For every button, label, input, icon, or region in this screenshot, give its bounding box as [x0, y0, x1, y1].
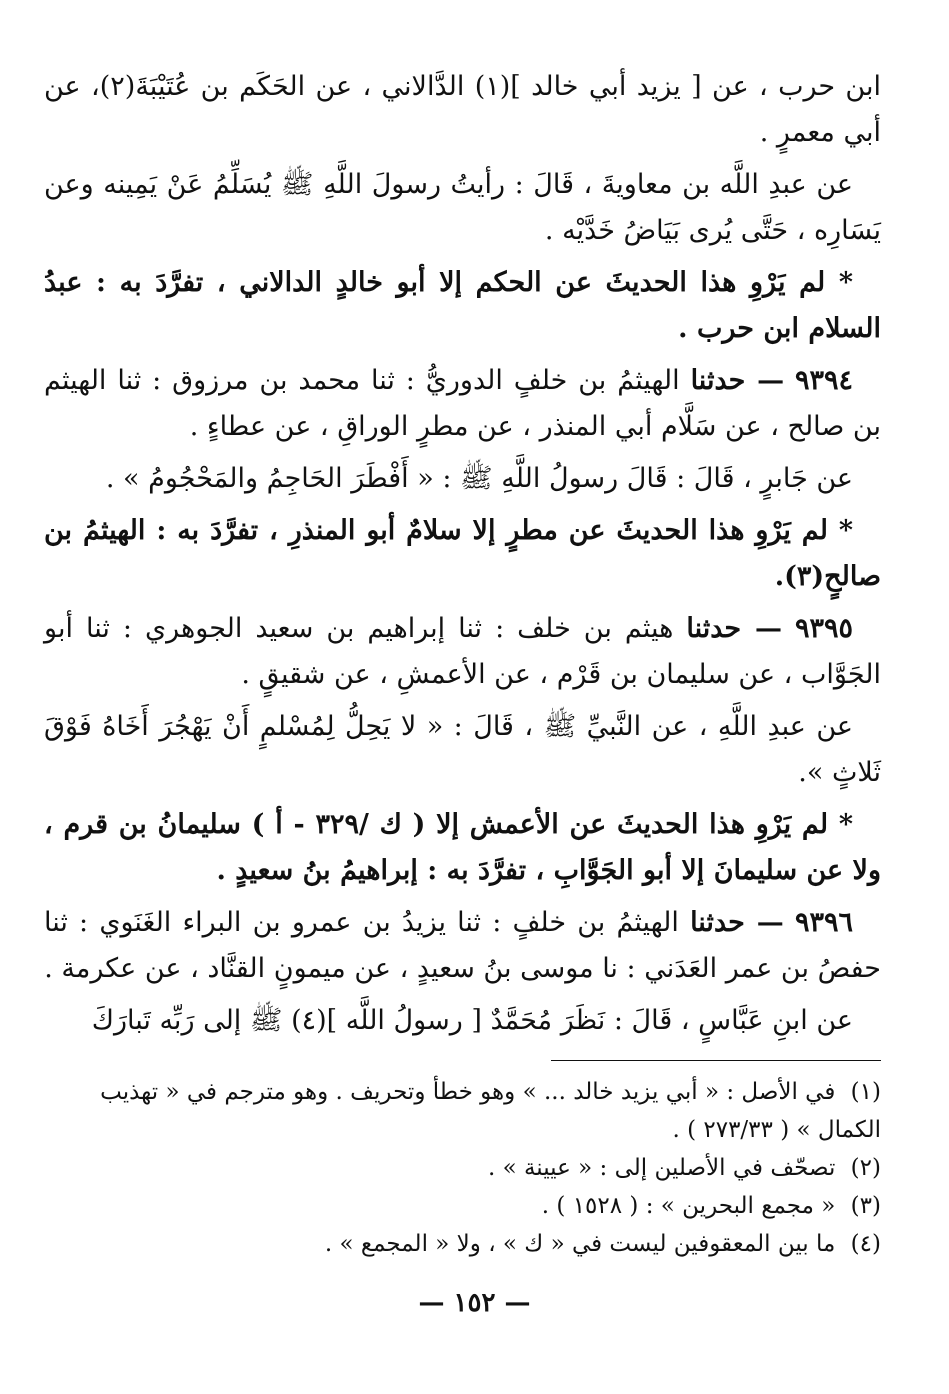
hadith-text: [44, 998, 881, 1044]
hadith-text: [44, 704, 881, 796]
footnote-text: في الأصل : « أبي يزيد خالد ... » وهو خطأ وتحريف . وهو مترجم في « تهذيب الكمال » ( ٢٧٣/٣٣ ) .: [100, 1079, 881, 1143]
text-paragraph: [44, 64, 881, 156]
hadith-number: ٩٣٩٤: [794, 365, 853, 396]
hadith-text: [44, 456, 881, 502]
footnote-4: [44, 1225, 881, 1263]
commentary-paragraph: [44, 802, 881, 894]
footnote-number: (٢): [850, 1155, 881, 1181]
footnote-number: (٤): [850, 1231, 881, 1257]
hadith-entry-9395: [44, 606, 881, 698]
paragraph-text: * لم يَرْوِ هذا الحديثَ عن الأعمش إلا ( ك /٣٢٩ - أ ) سليمانُ بن قرم ، ولا عن سليمانَ إلا أبو الجَوَّابِ ، تفرَّدَ به : إبراهيمُ بنُ سعيدٍ .: [44, 809, 881, 886]
paragraph-text: عن ابنِ عَبَّاسٍ ، قَالَ : نَظَرَ مُحَمَّدٌ [ رسولُ اللَّه ](٤) ﷺ إلى رَبِّه تَبارَكَ: [91, 1005, 853, 1036]
hadith-lead: — حدثنا: [690, 365, 785, 396]
footnote-text: تصحّف في الأصلين إلى : « عيينة » .: [487, 1155, 836, 1181]
commentary-paragraph: [44, 508, 881, 600]
hadith-entry-9394: [44, 358, 881, 450]
paragraph-text: عن عبدِ اللَّه بن معاويةَ ، قَالَ : رأيتُ رسولَ اللَّهِ ﷺ يُسَلِّمُ عَنْ يَمِينه وعن يَسَارِه ، حَتَّى يُرى بَيَاضُ خَدَّيْه .: [44, 169, 881, 246]
hadith-text: [44, 162, 881, 254]
hadith-lead: — حدثنا: [686, 613, 782, 644]
paragraph-text: عن جَابرٍ ، قَالَ : قَالَ رسولُ اللَّهِ ﷺ : « أَفْطَرَ الحَاجِمُ والمَحْجُومُ » .: [105, 463, 853, 494]
footnote-number: (٣): [850, 1193, 881, 1219]
hadith-number: ٩٣٩٦: [794, 907, 853, 938]
paragraph-text: عن عبدِ اللَّهِ ، عن النَّبيِّ ﷺ ، قَالَ : « لا يَحِلُّ لِمُسْلمٍ أَنْ يَهْجُرَ أَخَاهُ فَوْقَ ثَلاثٍ ».: [44, 711, 881, 788]
paragraph-text: الهيثمُ بن خلفٍ الدوريُّ : ثنا محمد بن مرزوق : ثنا الهيثم بن صالح ، عن سَلَّام أبي المنذر ، عن مطرٍ الوراقِ ، عن عطاءٍ .: [44, 365, 881, 442]
hadith-number: ٩٣٩٥: [794, 613, 853, 644]
commentary-paragraph: [44, 260, 881, 352]
page-number: — ١٥٢ —: [418, 1288, 531, 1318]
hadith-lead: — حدثنا: [690, 907, 784, 938]
paragraph-text: ابن حرب ، عن [ يزيد أبي خالد ](١) الدَّالاني ، عن الحَكَم بن عُتَيْبَةَ(٢)، عن أبي معمرٍ .: [44, 71, 881, 148]
footnote-text: « مجمع البحرين » : ( ١٥٢٨ ) .: [541, 1193, 836, 1219]
paragraph-text: * لم يَرْوِ هذا الحديثَ عن الحكم إلا أبو خالدٍ الدالاني ، تفرَّدَ به : عبدُ السلام ابن حرب .: [44, 267, 881, 344]
paragraph-text: * لم يَرْوِ هذا الحديثَ عن مطرٍ إلا سلامٌ أبو المنذرِ ، تفرَّدَ به : الهيثمُ بن صالحٍ(٣).: [44, 515, 881, 592]
footnote-number: (١): [850, 1079, 881, 1105]
footnote-1: [44, 1073, 881, 1149]
paragraph-text: الهيثمُ بن خلفٍ : ثنا يزيدُ بن عمرو بن البراء الغَنَوي : ثنا حفصُ بن عمر العَدَني : نا موسى بنُ سعيدٍ ، عن ميمونٍ القنَّاد ، عن عكرمة .: [44, 907, 881, 984]
footnote-3: [44, 1187, 881, 1225]
footnote-separator: [551, 1060, 881, 1061]
hadith-entry-9396: [44, 900, 881, 992]
paragraph-text: هيثم بن خلف : ثنا إبراهيم بن سعيد الجوهري : ثنا أبو الجَوَّاب ، عن سليمان بن قَرْم ، عن الأعمشِ ، عن شقيقٍ .: [44, 613, 881, 690]
footnote-text: ما بين المعقوفين ليست في « ك » ، ولا « المجمع » .: [324, 1231, 836, 1257]
footnote-2: [44, 1149, 881, 1187]
